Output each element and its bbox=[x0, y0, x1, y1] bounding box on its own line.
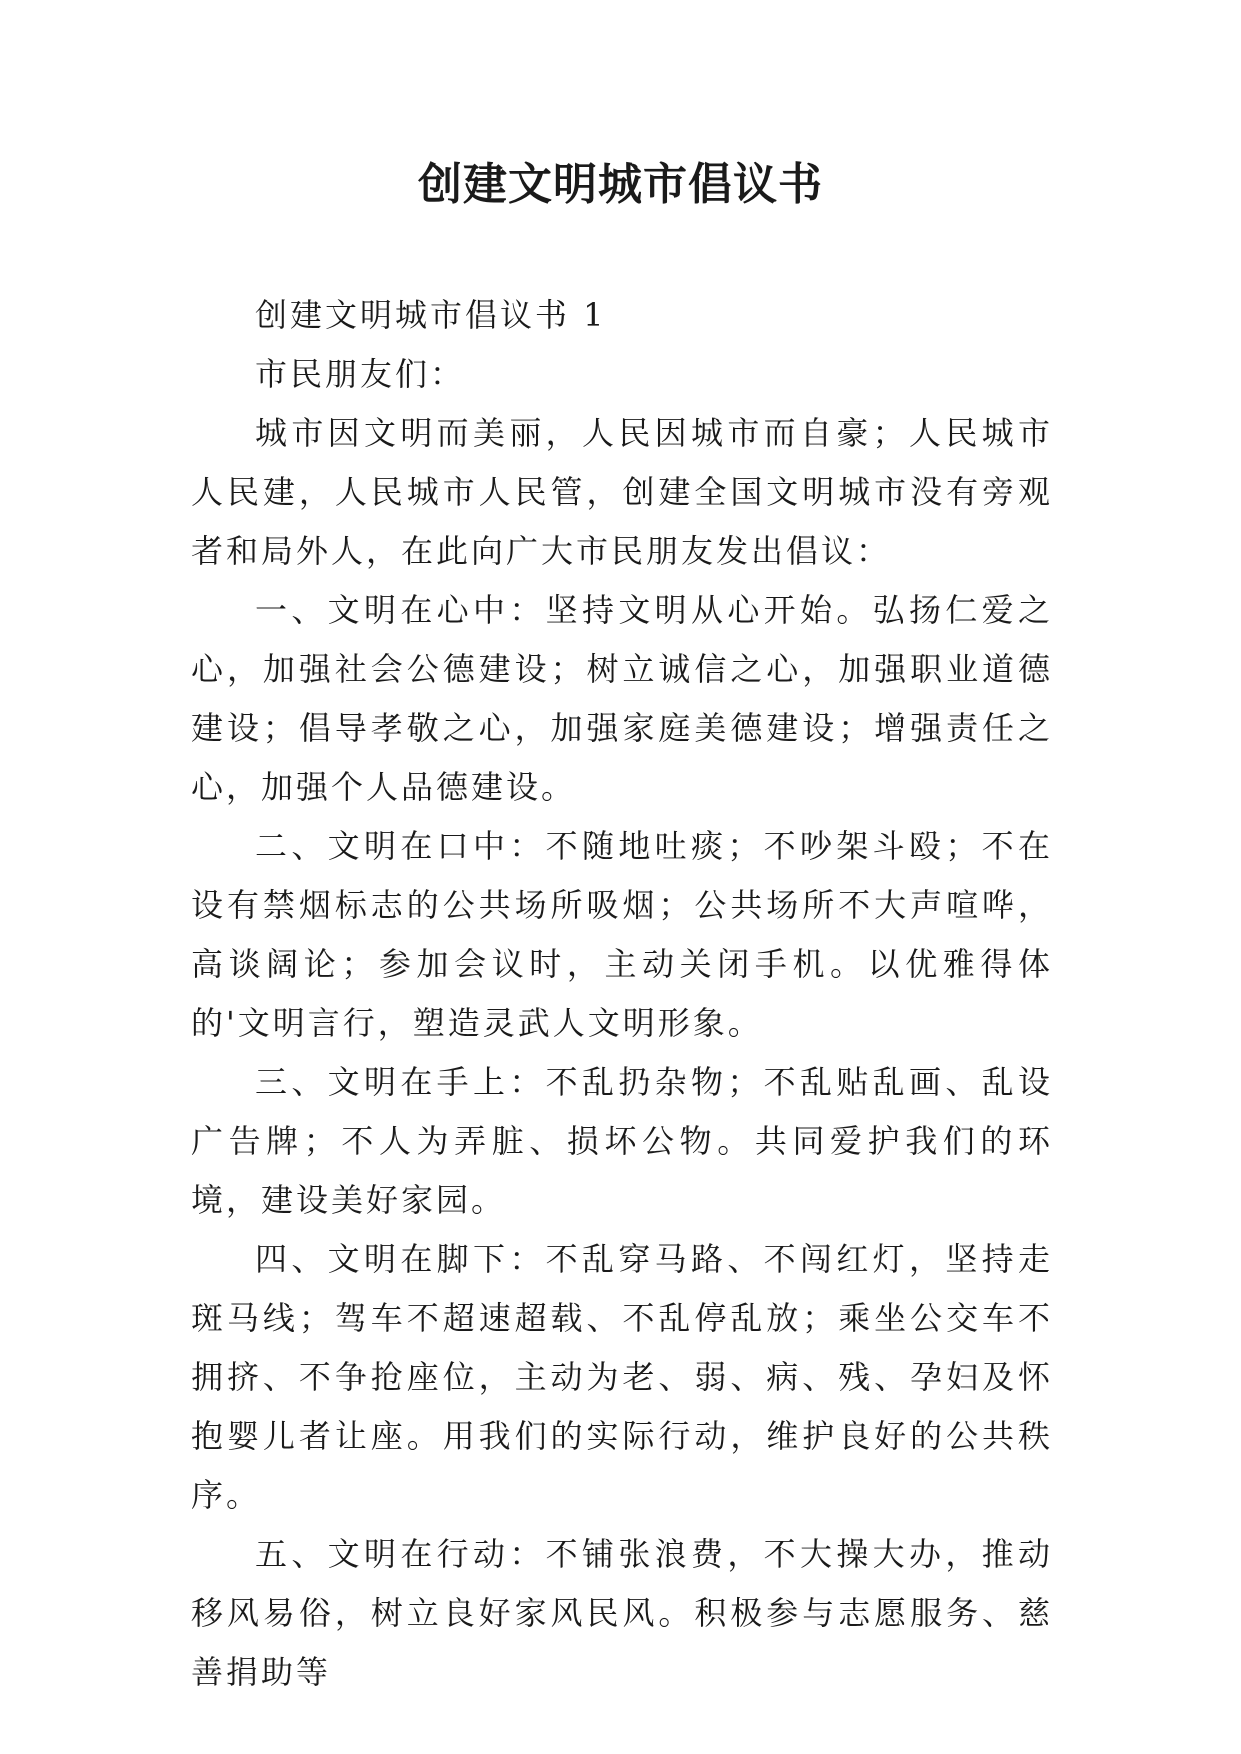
paragraph-item-3: 三、文明在手上：不乱扔杂物；不乱贴乱画、乱设广告牌；不人为弄脏、损坏公物。共同爱护我们的环境，建设美好家园。 bbox=[191, 1063, 1053, 1219]
paragraph-item-5: 五、文明在行动：不铺张浪费，不大操大办，推动移风易俗，树立良好家风民风。积极参与志愿服务、慈善捐助等 bbox=[191, 1535, 1053, 1691]
paragraph-item-1: 一、文明在心中：坚持文明从心开始。弘扬仁爱之心，加强社会公德建设；树立诚信之心，加强职业道德建设；倡导孝敬之心，加强家庭美德建设；增强责任之心，加强个人品德建设。 bbox=[191, 591, 1053, 806]
document-body bbox=[191, 286, 1053, 1702]
document-title: 创建文明城市倡议书 bbox=[418, 159, 823, 210]
paragraph-item-4: 四、文明在脚下：不乱穿马路、不闯红灯，坚持走斑马线；驾车不超速超载、不乱停乱放；乘坐公交车不拥挤、不争抢座位，主动为老、弱、病、残、孕妇及怀抱婴儿者让座。用我们的实际行动，维护良好的公共秩序。 bbox=[191, 1240, 1053, 1514]
paragraph-item-2: 二、文明在口中：不随地吐痰；不吵架斗殴；不在设有禁烟标志的公共场所吸烟；公共场所不大声喧哗，高谈阔论；参加会议时，主动关闭手机。以优雅得体的'文明言行，塑造灵武人文明形象。 bbox=[191, 827, 1053, 1042]
paragraph-heading: 创建文明城市倡议书 1 bbox=[255, 296, 607, 334]
paragraph-intro: 城市因文明而美丽，人民因城市而自豪；人民城市人民建，人民城市人民管，创建全国文明城市没有旁观者和局外人，在此向广大市民朋友发出倡议： bbox=[191, 414, 1053, 570]
paragraph-salutation: 市民朋友们： bbox=[255, 355, 466, 393]
